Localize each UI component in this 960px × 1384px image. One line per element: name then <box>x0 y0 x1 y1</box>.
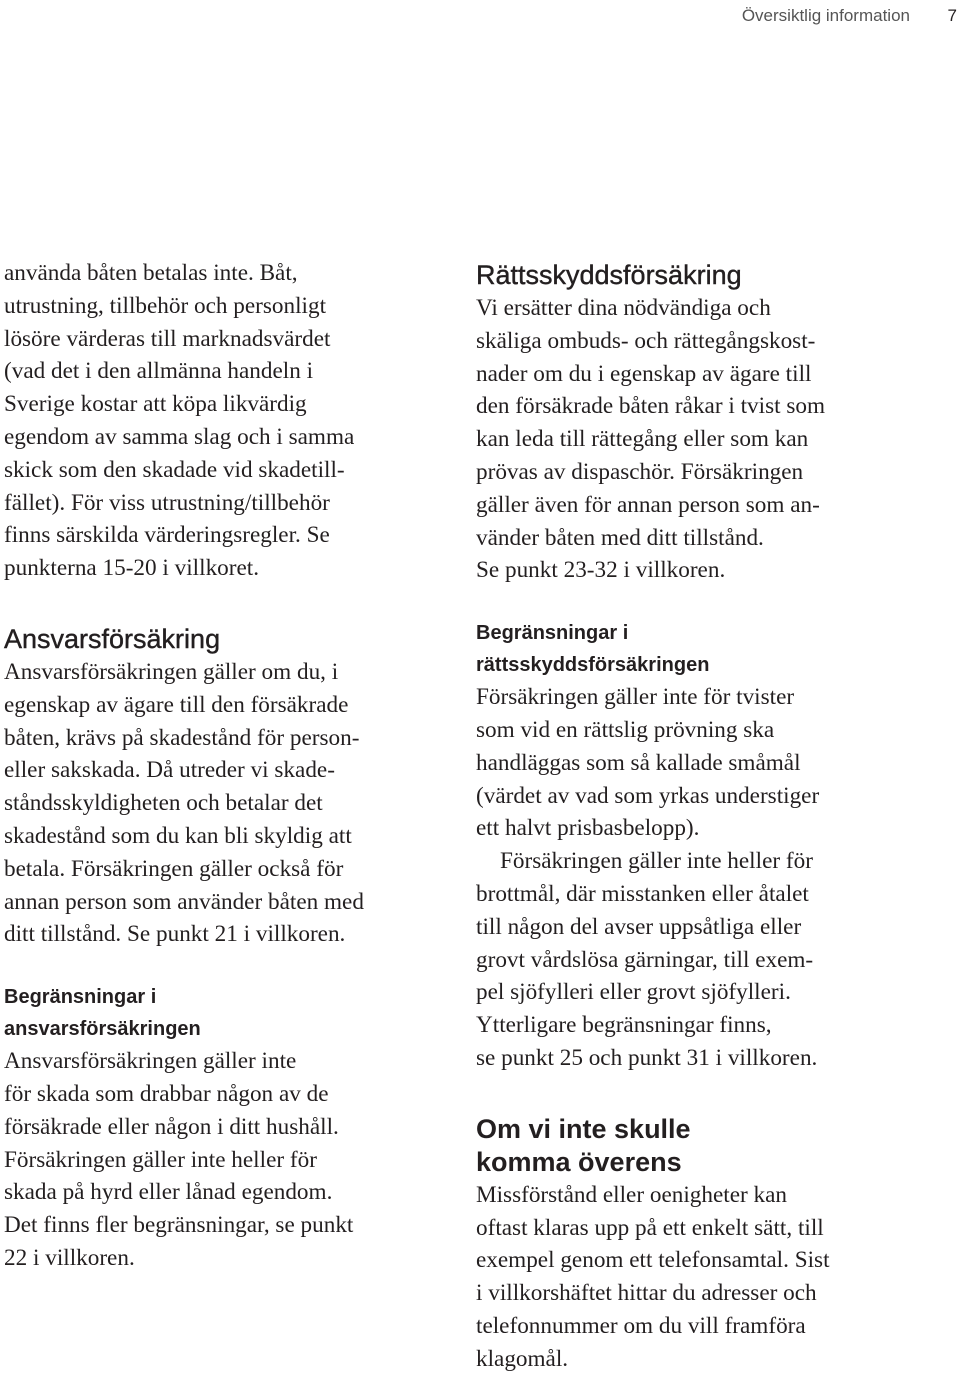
ratt-limits-paragraph-2: Försäkringen gäller inte heller för brottmål, där misstanken eller åtalet till någon del avser uppsåtliga eller grovt vårdslösa gärningar, till exem- pel sjöfylleri eller grovt sjöfylleri. Ytterligare begränsningar finns, se punkt 25 och punkt 31 i villkoren. <box>476 848 818 1071</box>
ratt-paragraph: Vi ersätter dina nödvändiga och skäliga ombuds- och rättegångskost- nader om du i egenskap av ägare till den försäkrade båten råkar i tvist som kan leda till rättegång eller som kan prövas av dispaschör. Försäkringen gäller även för annan person som an- vänder båten med ditt tillstånd. Se punkt 23-32 i villkoren. <box>476 295 825 584</box>
ansvar-paragraph: Ansvarsförsäkringen gäller om du, i egenskap av ägare till den försäkrade båten, krävs på skadestånd för person- eller sakskada. Då utreder vi skade- ståndsskyldigheten och betalar det skadestånd som du kan bli skyldig att betala. Försäkringen gäller också för annan person som använder båten med ditt tillstånd. Se punkt 21 i villkoren. <box>4 658 364 948</box>
section-title: Översiktlig information <box>741 6 910 25</box>
disagree-paragraph: Missförstånd eller oenigheter kan oftast klaras upp på ett enkelt sätt, till exempel genom ett telefonsamtal. Sist i villkorshäftet hittar du adresser och telefonnummer om du vill framföra klagomål. <box>476 1181 830 1372</box>
page-header <box>0 4 960 28</box>
intro-paragraph: använda båten betalas inte. Båt, utrustning, tillbehör och personligt lösöre värderas till marknadsvärdet (vad det i den allmänna handeln i Sverige kostar att köpa likvärdig egendom av samma slag och i samma skick som den skadade vid skadetill- fället). För viss utrustning/tillbehör finns särskilda värderingsregler. Se punkterna 15-20 i villkoret. <box>4 260 355 582</box>
left-column <box>4 257 449 1275</box>
right-column <box>476 259 960 1376</box>
disagree-heading: Om vi inte skulle komma överens <box>476 1113 691 1177</box>
ansvar-heading: Ansvarsförsäkring <box>4 623 221 654</box>
ratt-limits-heading: Begränsningar i rättsskyddsförsäkringen <box>476 622 710 677</box>
ratt-heading: Rättsskyddsförsäkring <box>476 260 742 290</box>
ansvar-limits-paragraph: Ansvarsförsäkringen gäller inte för skada som drabbar någon av de försäkrade eller någon i ditt hushåll. Försäkringen gäller inte heller för skada på hyrd eller lånad egendom. Det finns fler begränsningar, se punkt 22 i villkoren. <box>4 1048 354 1271</box>
ratt-limits-paragraph-1: Försäkringen gäller inte för tvister som vid en rättslig prövning ska handläggas som så kallade småmål (värdet av vad som yrkas understiger ett halvt prisbasbelopp). <box>476 684 820 842</box>
page-number: 7 <box>947 6 957 25</box>
ansvar-limits-heading: Begränsningar i ansvarsförsäkringen <box>4 986 201 1041</box>
